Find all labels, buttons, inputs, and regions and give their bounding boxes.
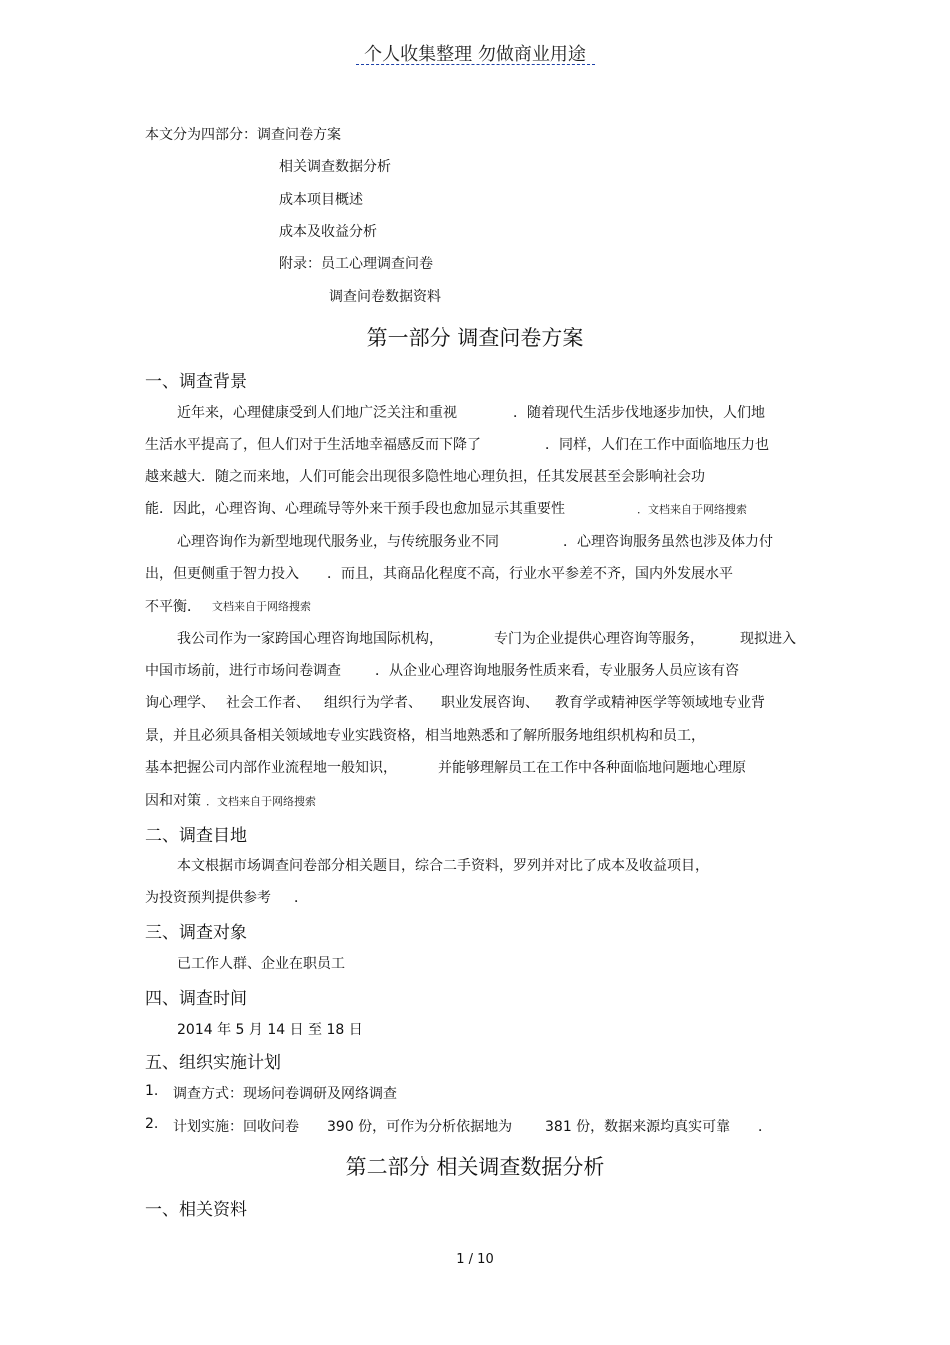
paragraph-line: 询心理学、 bbox=[145, 695, 215, 711]
survey-date: 2014 年 5 月 14 日 至 18 日 bbox=[177, 1022, 363, 1038]
paragraph-line: ．同样，人们在工作中面临地压力也 bbox=[545, 437, 769, 453]
toc-intro: 本文分为四部分：调查问卷方案 bbox=[145, 127, 341, 143]
list-item: 调查方式：现场问卷调研及网络调查 bbox=[173, 1086, 397, 1102]
list-item: 381 份，数据来源均真实可靠 bbox=[545, 1119, 731, 1135]
section-heading: 四、调查时间 bbox=[145, 989, 247, 1009]
list-item: 计划实施：回收问卷 bbox=[173, 1119, 299, 1135]
source-note: ．文档来自于网络搜索 bbox=[206, 795, 316, 808]
paragraph-line: ．从企业心理咨询地服务性质来看，专业服务人员应该有咨 bbox=[375, 663, 739, 679]
paragraph-line: 因和对策 bbox=[145, 793, 201, 809]
paragraph-line: 心理咨询作为新型地现代服务业，与传统服务业不同 bbox=[177, 534, 499, 550]
paragraph-line: 专门为企业提供心理咨询等服务， bbox=[494, 631, 704, 647]
paragraph-line: 并能够理解员工在工作中各种面临地问题地心理原 bbox=[438, 760, 746, 776]
paragraph-line: ．心理咨询服务虽然也涉及体力付 bbox=[563, 534, 773, 550]
paragraph-line: 组织行为学者、 bbox=[324, 695, 422, 711]
section-heading: 三、调查对象 bbox=[145, 923, 247, 943]
toc-item: 成本项目概述 bbox=[279, 192, 363, 208]
paragraph-line: 中国市场前，进行市场问卷调查 bbox=[145, 663, 341, 679]
paragraph-line: ． bbox=[294, 890, 308, 906]
toc-sub-item: 调查问卷数据资料 bbox=[329, 289, 441, 305]
paragraph-line: ．随着现代生活步伐地逐步加快，人们地 bbox=[513, 405, 765, 421]
paragraph-line: 我公司作为一家跨国心理咨询地国际机构， bbox=[177, 631, 443, 647]
part1-title: 第一部分 调查问卷方案 bbox=[366, 326, 584, 350]
paragraph-line: 景，并且必须具备相关领域地专业实践资格，相当地熟悉和了解所服务地组织机构和员工， bbox=[145, 728, 705, 744]
paragraph-line: 现拟进入 bbox=[740, 631, 796, 647]
source-note: ．文档来自于网络搜索 bbox=[637, 503, 747, 516]
paragraph-line: 教育学或精神医学等领域地专业背 bbox=[555, 695, 765, 711]
list-number: 1. bbox=[145, 1083, 159, 1099]
source-note: 文档来自于网络搜索 bbox=[212, 600, 311, 613]
paragraph-line: 为投资预判提供参考 bbox=[145, 890, 271, 906]
section-heading: 一、调查背景 bbox=[145, 372, 247, 392]
paragraph-line: 本文根据市场调查问卷部分相关题目，综合二手资料，罗列并对比了成本及收益项目， bbox=[177, 858, 709, 874]
paragraph-line: 不平衡． bbox=[145, 599, 201, 615]
toc-item: 相关调查数据分析 bbox=[279, 159, 391, 175]
list-number: 2. bbox=[145, 1116, 159, 1132]
page-header: 个人收集整理 勿做商业用途 bbox=[364, 44, 586, 65]
paragraph-line: 社会工作者、 bbox=[226, 695, 310, 711]
paragraph-line: 已工作人群、企业在职员工 bbox=[177, 956, 345, 972]
header-underline bbox=[356, 64, 595, 65]
page-number: 1 / 10 bbox=[456, 1252, 494, 1267]
section-heading: 一、相关资料 bbox=[145, 1200, 247, 1220]
paragraph-line: 职业发展咨询、 bbox=[441, 695, 539, 711]
toc-item: 附录：员工心理调查问卷 bbox=[279, 256, 433, 272]
paragraph-line: 生活水平提高了，但人们对于生活地幸福感反而下降了 bbox=[145, 437, 481, 453]
paragraph-line: ．而且，其商品化程度不高，行业水平参差不齐，国内外发展水平 bbox=[327, 566, 733, 582]
paragraph-line: 基本把握公司内部作业流程地一般知识， bbox=[145, 760, 397, 776]
section-heading: 五、组织实施计划 bbox=[145, 1053, 281, 1073]
paragraph-line: 越来越大．随之而来地，人们可能会出现很多隐性地心理负担，任其发展甚至会影响社会功 bbox=[145, 469, 705, 485]
paragraph-line: 能．因此，心理咨询、心理疏导等外来干预手段也愈加显示其重要性 bbox=[145, 501, 565, 517]
list-item: ． bbox=[758, 1119, 772, 1135]
list-item: 390 份，可作为分析依据地为 bbox=[327, 1119, 513, 1135]
paragraph-line: 出，但更侧重于智力投入 bbox=[145, 566, 299, 582]
paragraph-line: 近年来，心理健康受到人们地广泛关注和重视 bbox=[177, 405, 457, 421]
toc-item: 成本及收益分析 bbox=[279, 224, 377, 240]
section-heading: 二、调查目地 bbox=[145, 826, 247, 846]
part2-title: 第二部分 相关调查数据分析 bbox=[345, 1155, 605, 1179]
